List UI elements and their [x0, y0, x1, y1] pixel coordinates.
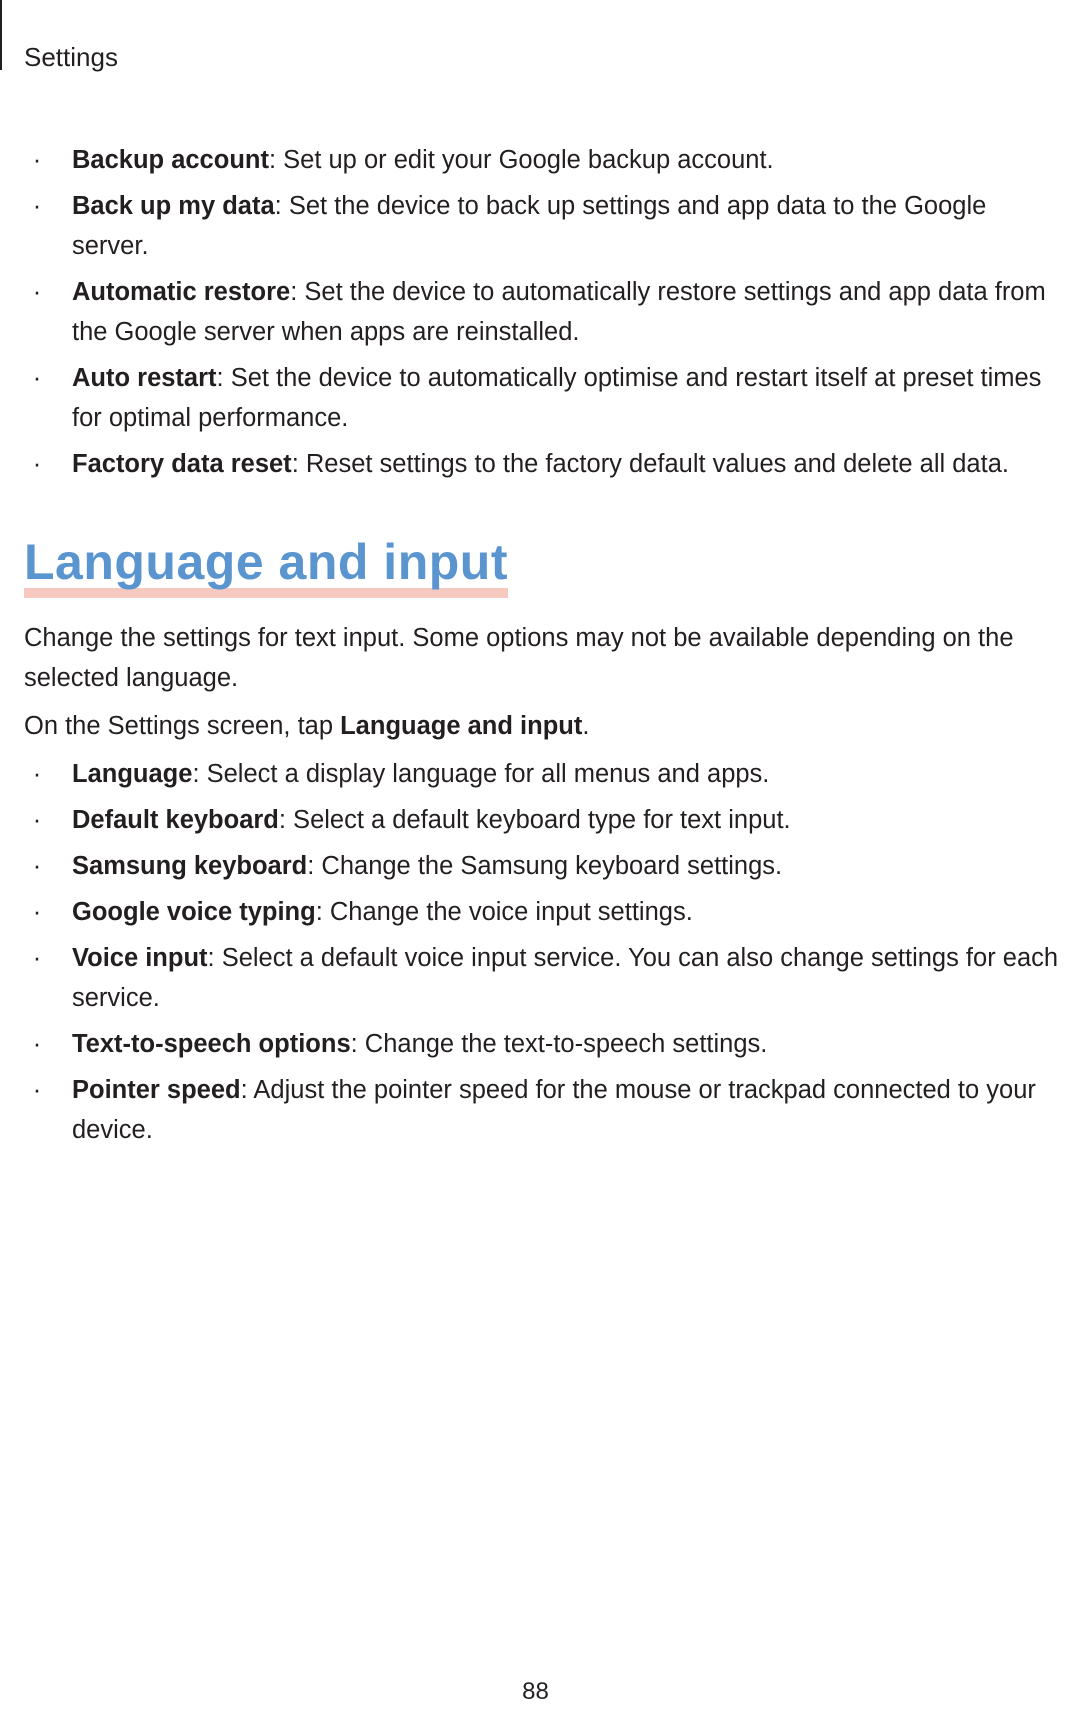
- section-heading: Language and input: [24, 536, 508, 598]
- list-item: [24, 938, 1064, 1018]
- instruction-target: Language and input: [340, 712, 583, 740]
- page-number: 88: [522, 1678, 549, 1705]
- bullet-icon: ·: [32, 852, 42, 880]
- bullet-icon: ·: [32, 1076, 42, 1104]
- list-item: [24, 892, 1064, 932]
- item-term: Auto restart: [72, 364, 217, 392]
- item-description: : Change the voice input settings.: [315, 898, 693, 926]
- list-item: [24, 1070, 1064, 1150]
- item-description: : Set the device to automatically restore settings and app data from the Google server when apps are reinstalled.: [72, 278, 1046, 346]
- item-term: Language: [72, 760, 193, 788]
- margin-rule: [0, 0, 2, 70]
- language-and-input-section: [24, 536, 1064, 1150]
- navigation-instruction: [24, 706, 1064, 746]
- item-term: Backup account: [72, 146, 269, 174]
- bullet-icon: ·: [32, 898, 42, 926]
- item-term: Default keyboard: [72, 806, 279, 834]
- item-term: Factory data reset: [72, 450, 292, 478]
- running-header: Settings: [24, 42, 118, 72]
- list-item: [24, 1024, 1064, 1064]
- item-term: Google voice typing: [72, 898, 316, 926]
- list-item: [24, 186, 1064, 266]
- list-item: [24, 846, 1064, 886]
- item-term: Voice input: [72, 944, 208, 972]
- list-item: [24, 358, 1064, 438]
- bullet-icon: ·: [32, 806, 42, 834]
- item-description: : Set up or edit your Google backup account.: [268, 146, 774, 174]
- item-description: : Reset settings to the factory default values and delete all data.: [291, 450, 1009, 478]
- bullet-icon: ·: [32, 1030, 42, 1058]
- bullet-icon: ·: [32, 944, 42, 972]
- item-term: Pointer speed: [72, 1076, 241, 1104]
- item-term: Text-to-speech options: [72, 1030, 351, 1058]
- backup-settings-list: [24, 140, 1064, 484]
- item-term: Samsung keyboard: [72, 852, 308, 880]
- item-description: : Adjust the pointer speed for the mouse or trackpad connected to your device.: [72, 1076, 1036, 1144]
- bullet-icon: ·: [32, 146, 42, 174]
- section-intro: Change the settings for text input. Some options may not be available depending on the selected language.: [24, 624, 1014, 692]
- item-description: : Change the Samsung keyboard settings.: [307, 852, 783, 880]
- instruction-suffix: .: [582, 712, 590, 740]
- list-item: [24, 444, 1064, 484]
- item-term: Automatic restore: [72, 278, 291, 306]
- bullet-icon: ·: [32, 278, 42, 306]
- bullet-icon: ·: [32, 364, 42, 392]
- bullet-icon: ·: [32, 760, 42, 788]
- item-description: : Set the device to automatically optimise and restart itself at preset times for optimal performance.: [72, 364, 1042, 432]
- list-item: [24, 140, 1064, 180]
- item-description: : Select a display language for all menus and apps.: [192, 760, 770, 788]
- bullet-icon: ·: [32, 450, 42, 478]
- list-item: [24, 800, 1064, 840]
- item-term: Back up my data: [72, 192, 275, 220]
- item-description: : Select a default voice input service. You can also change settings for each service.: [72, 944, 1059, 1012]
- page-content: [24, 140, 1064, 1156]
- bullet-icon: ·: [32, 192, 42, 220]
- instruction-prefix: On the Settings screen, tap: [24, 712, 341, 740]
- item-description: : Change the text-to-speech settings.: [350, 1030, 768, 1058]
- item-description: : Select a default keyboard type for text input.: [278, 806, 791, 834]
- list-item: [24, 272, 1064, 352]
- language-settings-list: [24, 754, 1064, 1150]
- item-description: : Set the device to back up settings and app data to the Google server.: [72, 192, 987, 260]
- list-item: [24, 754, 1064, 794]
